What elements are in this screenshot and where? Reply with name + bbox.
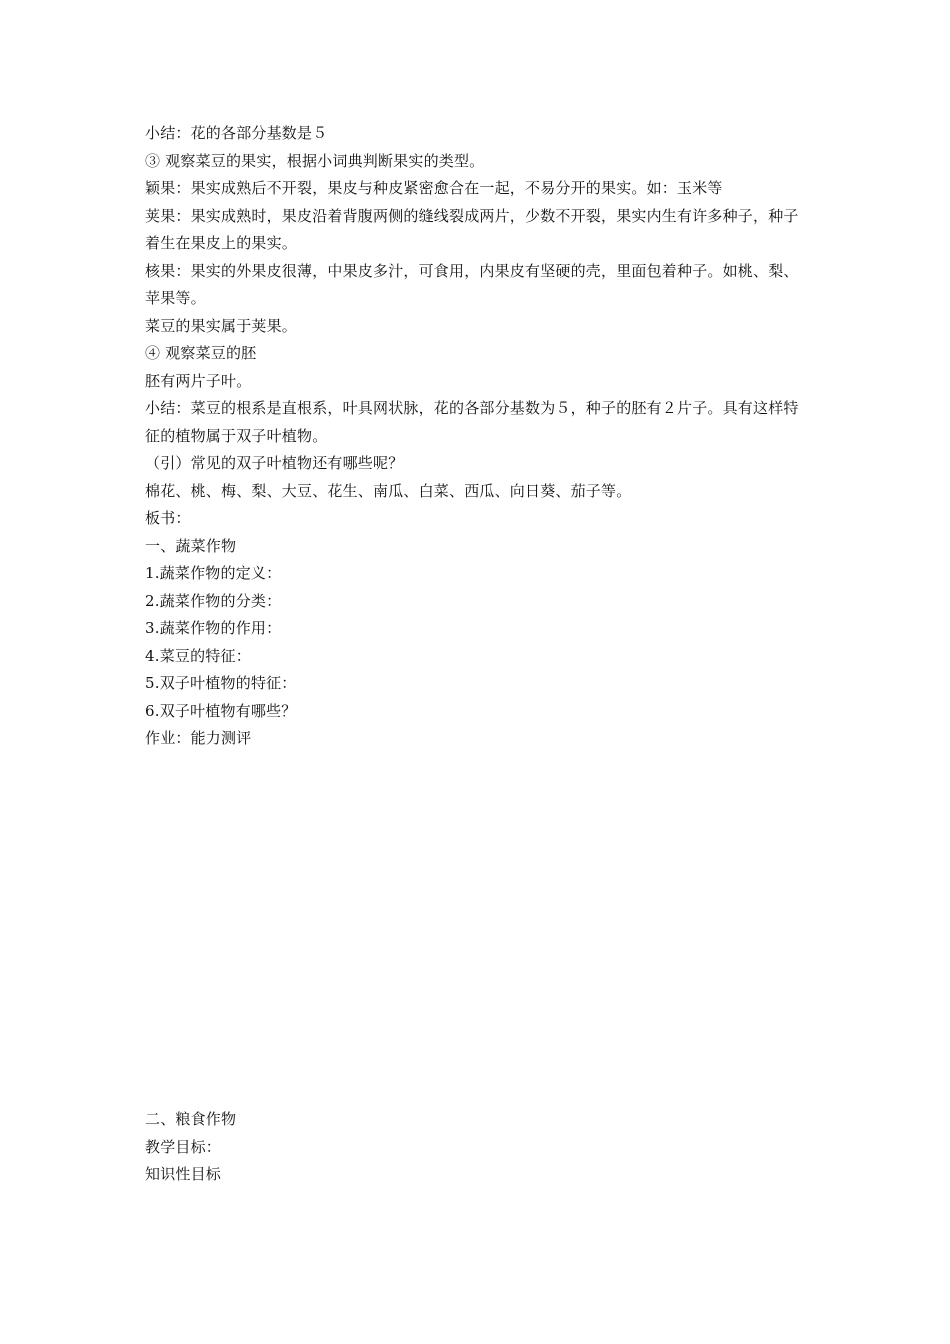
content-block-upper — [145, 120, 810, 753]
step-observe-embryo: ④ 观察菜豆的胚 — [145, 344, 257, 362]
blackboard-item-2: 2.蔬菜作物的分类： — [145, 591, 282, 610]
blackboard-item-1: 1.蔬菜作物的定义： — [145, 564, 282, 582]
embryo-cotyledons: 胚有两片子叶。 — [145, 371, 252, 390]
list-dicot-examples: 棉花、桃、梅、梨、大豆、花生、南瓜、白菜、西瓜、向日葵、茄子等。 — [145, 481, 632, 500]
section-heading-grain-crops: 二、粮食作物 — [145, 1110, 237, 1128]
teaching-goals-heading: 教学目标： — [145, 1137, 222, 1156]
blackboard-item-6: 6.双子叶植物有哪些？ — [145, 701, 297, 720]
question-common-dicots: （引）常见的双子叶植物还有哪些呢？ — [145, 454, 404, 472]
blackboard-item-4: 4.菜豆的特征： — [145, 646, 251, 665]
blackboard-item-3: 3.蔬菜作物的作用： — [145, 619, 282, 637]
summary-dicot-features: 小结：菜豆的根系是直根系，叶具网状脉，花的各部分基数为５，种子的胚有２片子。具有这样特征的植物属于双子叶植物。 — [145, 399, 799, 445]
knowledge-goals-heading: 知识性目标 — [145, 1165, 222, 1183]
step-observe-fruit: ③ 观察菜豆的果实，根据小词典判断果实的类型。 — [145, 151, 485, 170]
blackboard-item-5: 5.双子叶植物的特征： — [145, 674, 297, 692]
summary-flower-base-number: 小结：花的各部分基数是５ — [145, 124, 328, 142]
blackboard-section-vegetables: 一、蔬菜作物 — [145, 536, 237, 555]
content-block-lower — [145, 1106, 810, 1189]
homework-line: 作业：能力测评 — [145, 729, 252, 747]
definition-drupe: 核果：果实的外果皮很薄，中果皮多汁，可食用，内果皮有坚硬的壳，里面包着种子。如桃、梨、苹果等。 — [145, 261, 799, 307]
bean-fruit-type: 菜豆的果实属于荚果。 — [145, 316, 298, 335]
blackboard-heading: 板书： — [145, 509, 191, 527]
definition-caryopsis: 颖果：果实成熟后不开裂，果皮与种皮紧密愈合在一起，不易分开的果实。如：玉米等 — [145, 179, 723, 197]
definition-legume: 荚果：果实成熟时，果皮沿着背腹两侧的缝线裂成两片，少数不开裂，果实内生有许多种子，种子着生在果皮上的果实。 — [145, 206, 799, 252]
